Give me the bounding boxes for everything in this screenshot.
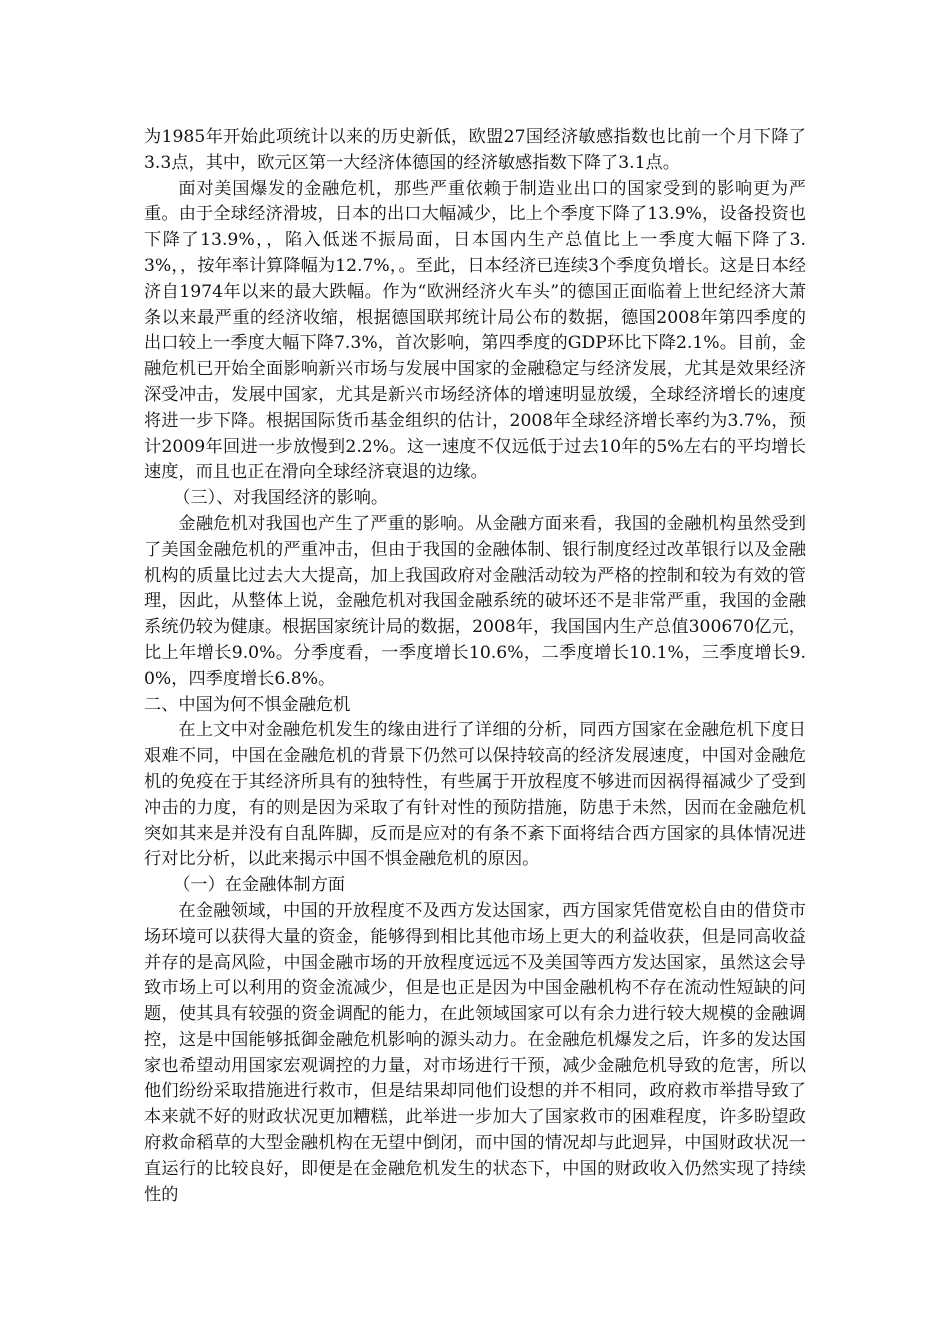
paragraph-china-impact: 金融危机对我国也产生了严重的影响。从金融方面来看，我国的金融机构虽然受到了美国金融危机的严重冲击，但由于我国的金融体制、银行制度经过改革银行以及金融机构的质量比过去大大提高，加上我国政府对金融活动较为严格的控制和较为有效的管理，因此，从整体上说，金融危机对我国金融系统的破坏还不是非常严重，我国的金融系统仍较为健康。根据国家统计局的数据，2008年，我国国内生产总值300670亿元，比上年增长9.0%。分季度看，一季度增长10.6%，二季度增长10.1%，三季度增长9.0%，四季度增长6.8%。 bbox=[144, 513, 806, 689]
paragraph-why-china-intro: 在上文中对金融危机发生的缘由进行了详细的分析，同西方国家在金融危机下度日艰难不同，中国在金融危机的背景下仍然可以保持较高的经济发展速度，中国对金融危机的免疫在于其经济所具有的独特性，有些属于开放程度不够进而因祸得福减少了受到冲击的力度，有的则是因为采取了有针对性的预防措施，防患于未然，因而在金融危机突如其来是并没有自乱阵脚，反而是应对的有条不紊下面将结合西方国家的具体情况进行对比分析，以此来揭示中国不惧金融危机的原因。 bbox=[144, 720, 806, 870]
chapter-heading-why-china: 二、中国为何不惧金融危机 bbox=[144, 694, 351, 715]
paragraph-continued: 为1985年开始此项统计以来的历史新低，欧盟27国经济敏感指数也比前一个月下降了3.3点，其中，欧元区第一大经济体德国的经济敏感指数下降了3.1点。 bbox=[144, 127, 806, 173]
paragraph-financial-system: 在金融领域，中国的开放程度不及西方发达国家，西方国家凭借宽松自由的借贷市场环境可以获得大量的资金，能够得到相比其他市场上更大的利益收获，但是同高收益并存的是高风险，中国金融市场的开放程度远远不及美国等西方发达国家，虽然这会导致市场上可以利用的资金流减少，但是也正是因为中国金融机构不存在流动性短缺的问题，使其具有较强的资金调配的能力，在此领域国家可以有余力进行较大规模的金融调控，这是中国能够抵御金融危机影响的源头动力。在金融危机爆发之后，许多的发达国家也希望动用国家宏观调控的力量，对市场进行干预，减少金融危机导致的危害，所以他们纷纷采取措施进行救市，但是结果却同他们设想的并不相同，政府救市举措导致了本来就不好的财政状况更加糟糕，此举进一步加大了国家救市的困难程度，许多盼望政府救命稻草的大型金融机构在无望中倒闭，而中国的情况却与此迥异，中国财政状况一直运行的比较良好，即便是在金融危机发生的状态下，中国的财政收入仍然实现了持续性的 bbox=[144, 900, 806, 1205]
section-heading-financial-system: （一）在金融体制方面 bbox=[173, 875, 346, 896]
section-heading-impact-on-china: （三）、对我国经济的影响。 bbox=[173, 488, 389, 509]
paragraph-global-impact: 面对美国爆发的金融危机，那些严重依赖于制造业出口的国家受到的影响更为严重。由于全球经济滑坡，日本的出口大幅减少，比上个季度下降了13.9%，设备投资也下降了13.9%，，陷入低迷不振局面，日本国内生产总值比上一季度大幅下降了3.3%，，按年率计算降幅为12.7%，。至此，日本经济已连续3个季度负增长。这是日本经济自1974年以来的最大跌幅。作为“欧洲经济火车头”的德国正面临着上世纪经济大萧条以来最严重的经济收缩，根据德国联邦统计局公布的数据，德国2008年第四季度的出口较上一季度大幅下降7.3%，首次影响，第四季度的GDP环比下降2.1%。目前，金融危机已开始全面影响新兴市场与发展中国家的金融稳定与经济发展，尤其是效果经济深受冲击，发展中国家，尤其是新兴市场经济体的增速明显放缓，全球经济增长的速度将进一步下降。根据国际货币基金组织的估计，2008年全球经济增长率约为3.7%，预计2009年回进一步放慢到2.2%。这一速度不仅远低于过去10年的5%左右的平均增长速度，而且也正在滑向全球经济衰退的边缘。 bbox=[144, 178, 806, 483]
document-body bbox=[144, 125, 806, 1208]
